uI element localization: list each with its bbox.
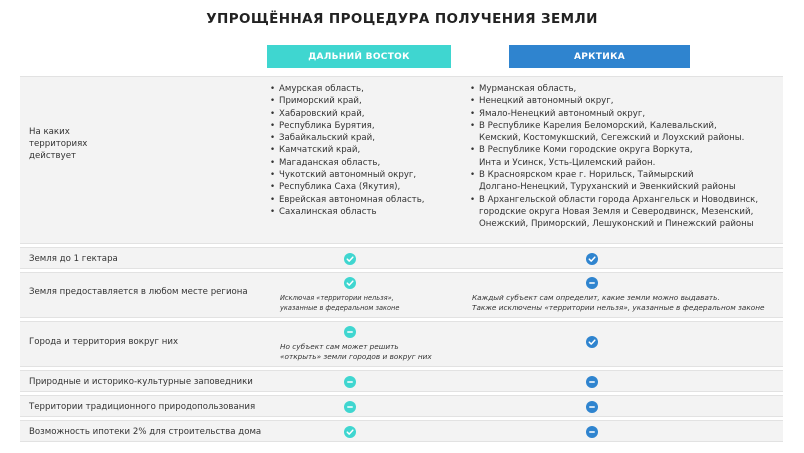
row-label-reserves: Природные и историко-культурные заповедники: [29, 377, 253, 387]
list-item: • Республика Бурятия,: [270, 120, 375, 131]
check-icon: [344, 426, 356, 438]
list-item: • Ненецкий автономный округ,: [470, 96, 614, 107]
list-item: • Ямало-Ненецкий автономный округ,: [470, 108, 646, 119]
list-item: • Республика Саха (Якутия),: [270, 182, 401, 193]
minus-icon: [586, 376, 598, 388]
far-east-territory-list: [270, 83, 425, 218]
row-label-mortgage: Возможность ипотеки 2% для строительства дома: [29, 427, 262, 437]
list-item: • В Красноярском крае г. Норильск, Таймырский: [470, 170, 694, 181]
list-item: • Хабаровский край,: [270, 108, 365, 119]
list-item: • Еврейская автономная область,: [270, 194, 425, 205]
minus-icon: [344, 376, 356, 388]
arctic-anywhere-note: Каждый субъект сам определит, какие земли можно выдавать. Также исключены «территории нельзя», указанные в федеральном законе: [472, 293, 765, 312]
list-item: • Мурманская область,: [470, 84, 577, 94]
list-item: • В Республике Коми городские округа Воркута,: [470, 145, 693, 156]
column-header-far-east: ДАЛЬНИЙ ВОСТОК: [267, 45, 451, 68]
check-icon: [586, 336, 598, 348]
minus-icon: [344, 401, 356, 413]
table-row-reserves: [20, 370, 783, 392]
list-item: • Приморский край,: [270, 96, 362, 107]
list-item: Онежский, Приморский, Лешуконский и Пинежский районы: [479, 219, 754, 230]
page-title: УПРОЩЁННАЯ ПРОЦЕДУРА ПОЛУЧЕНИЯ ЗЕМЛИ: [206, 11, 598, 27]
column-header-arctic: АРКТИКА: [509, 45, 690, 68]
list-item: городские округа Новая Земля и Северодвинск, Мезенский,: [479, 206, 754, 217]
table-row-traditional: [20, 395, 783, 417]
row-label-traditional: Территории традиционного природопользования: [29, 402, 256, 412]
minus-icon: [586, 401, 598, 413]
list-item: • Чукотский автономный округ,: [270, 170, 417, 181]
check-icon: [586, 253, 598, 265]
list-item: Кемский, Костомукшский, Сегежский и Лоухский районы.: [479, 133, 745, 144]
list-item: • Забайкальский край,: [270, 133, 375, 144]
far-east-cities-note: Но субъект сам может решить «открыть» земли городов и вокруг них: [280, 342, 432, 361]
list-item: Долгано-Ненецкий, Туруханский и Эвенкийский районы: [479, 182, 736, 193]
list-item: • В Архангельской области города Архангельск и Новодвинск,: [470, 194, 759, 205]
table-row-anywhere: [20, 272, 783, 318]
row-label-one-hectare: Земля до 1 гектара: [29, 254, 118, 264]
minus-icon: [344, 326, 356, 338]
check-icon: [344, 253, 356, 265]
list-item: Инта и Усинск, Усть-Цилемский район.: [479, 157, 656, 168]
row-label-territories: На каких территориях действует: [29, 127, 88, 161]
minus-icon: [586, 277, 598, 289]
list-item: • В Республике Карелия Беломорский, Калевальский,: [470, 120, 717, 131]
row-label-cities: Города и территория вокруг них: [29, 337, 179, 347]
table-row-mortgage: [20, 420, 783, 442]
list-item: • Сахалинская область: [270, 206, 377, 217]
arctic-territory-list: [470, 83, 758, 231]
list-item: • Амурская область,: [270, 84, 364, 94]
check-icon: [344, 277, 356, 289]
far-east-anywhere-note: Исключая «территории нельзя», указанные в федеральном законе: [280, 294, 400, 312]
table-row-cities: [20, 321, 783, 367]
list-item: • Магаданская область,: [270, 157, 381, 168]
table-row-one-hectare: [20, 247, 783, 269]
list-item: • Камчатский край,: [270, 145, 361, 156]
row-label-anywhere: Земля предоставляется в любом месте региона: [29, 287, 248, 297]
minus-icon: [586, 426, 598, 438]
table-row-territories: [20, 76, 783, 244]
